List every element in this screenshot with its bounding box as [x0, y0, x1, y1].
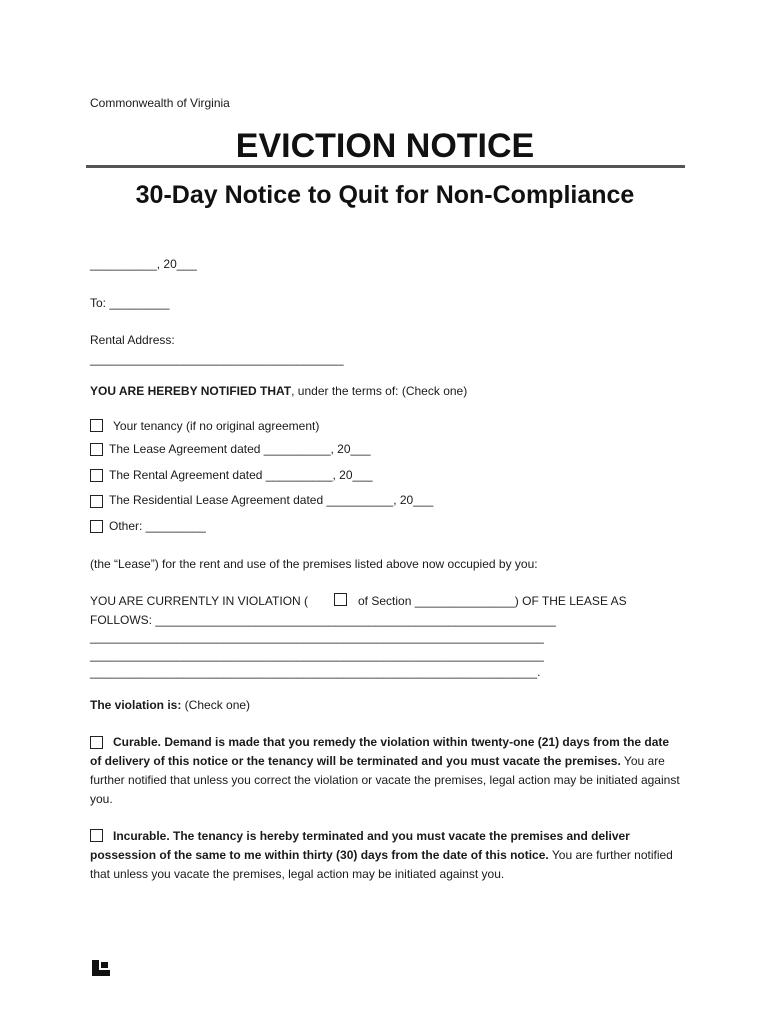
to-field[interactable]: To: _________ [90, 296, 170, 310]
state-label: Commonwealth of Virginia [90, 96, 230, 110]
violation-field-line-2[interactable]: ____________________________________________________________________ [90, 630, 544, 644]
violation-heading-bold: The violation is: [90, 698, 182, 712]
page-subtitle: 30-Day Notice to Quit for Non-Compliance [135, 181, 635, 209]
lease-agreement-option-label: The Lease Agreement dated __________, 20___ [109, 442, 371, 456]
incurable-bold-text: Incurable. The tenancy is hereby terminated and you must vacate the premises and deliver possession of the same to me within thirty (30) days from the date of this notice. [90, 829, 630, 862]
curable-bold-text: Curable. Demand is made that you remedy the violation within twenty-one (21) days from the date of delivery of this notice or the tenancy will be terminated and you must vacate the premises. [90, 735, 670, 768]
violation-line-start: YOU ARE CURRENTLY IN VIOLATION ( [90, 594, 309, 608]
other-option-label: Other: _________ [109, 519, 206, 533]
title-divider [86, 165, 685, 168]
notice-intro [90, 384, 467, 398]
curable-paragraph [90, 733, 680, 809]
rental-address-label: Rental Address: [90, 333, 175, 347]
incurable-rest-text: You are further notified that unless you vacate the premises, legal action may be initiated against you. [90, 848, 673, 881]
incurable-paragraph [90, 827, 680, 884]
other-checkbox[interactable] [90, 520, 103, 533]
notice-intro-bold: YOU ARE HEREBY NOTIFIED THAT [90, 384, 292, 398]
curable-rest-text: You are further notified that unless you correct the violation or vacate the premises, legal action may be initiated against you. [90, 754, 680, 806]
violation-section-checkbox[interactable] [334, 593, 347, 606]
violation-line-end: of Section _______________) OF THE LEASE AS [358, 594, 627, 608]
rental-address-field[interactable]: ______________________________________ [90, 352, 344, 366]
violation-field-line-4[interactable]: ___________________________________________________________________. [90, 665, 541, 679]
residential-lease-option-label: The Residential Lease Agreement dated __________, 20___ [109, 493, 434, 507]
page-title: EVICTION NOTICE [235, 127, 535, 165]
violation-field-line-3[interactable]: ____________________________________________________________________ [90, 648, 544, 662]
tenancy-option-label: Your tenancy (if no original agreement) [113, 419, 320, 433]
lease-agreement-checkbox[interactable] [90, 443, 103, 456]
rental-agreement-option-label: The Rental Agreement dated __________, 20___ [109, 468, 373, 482]
legal-templates-logo-icon [92, 960, 110, 976]
violation-field-line-1[interactable]: FOLLOWS: ____________________________________________________________ [90, 613, 556, 627]
rental-agreement-checkbox[interactable] [90, 469, 103, 482]
tenancy-checkbox[interactable] [90, 419, 103, 432]
notice-intro-rest: , under the terms of: (Check one) [291, 384, 468, 398]
date-field[interactable]: __________, 20___ [90, 257, 197, 271]
lease-sentence: (the “Lease”) for the rent and use of the premises listed above now occupied by you: [90, 557, 538, 571]
violation-heading-rest: (Check one) [181, 698, 251, 712]
violation-heading [90, 698, 250, 712]
residential-lease-checkbox[interactable] [90, 495, 103, 508]
